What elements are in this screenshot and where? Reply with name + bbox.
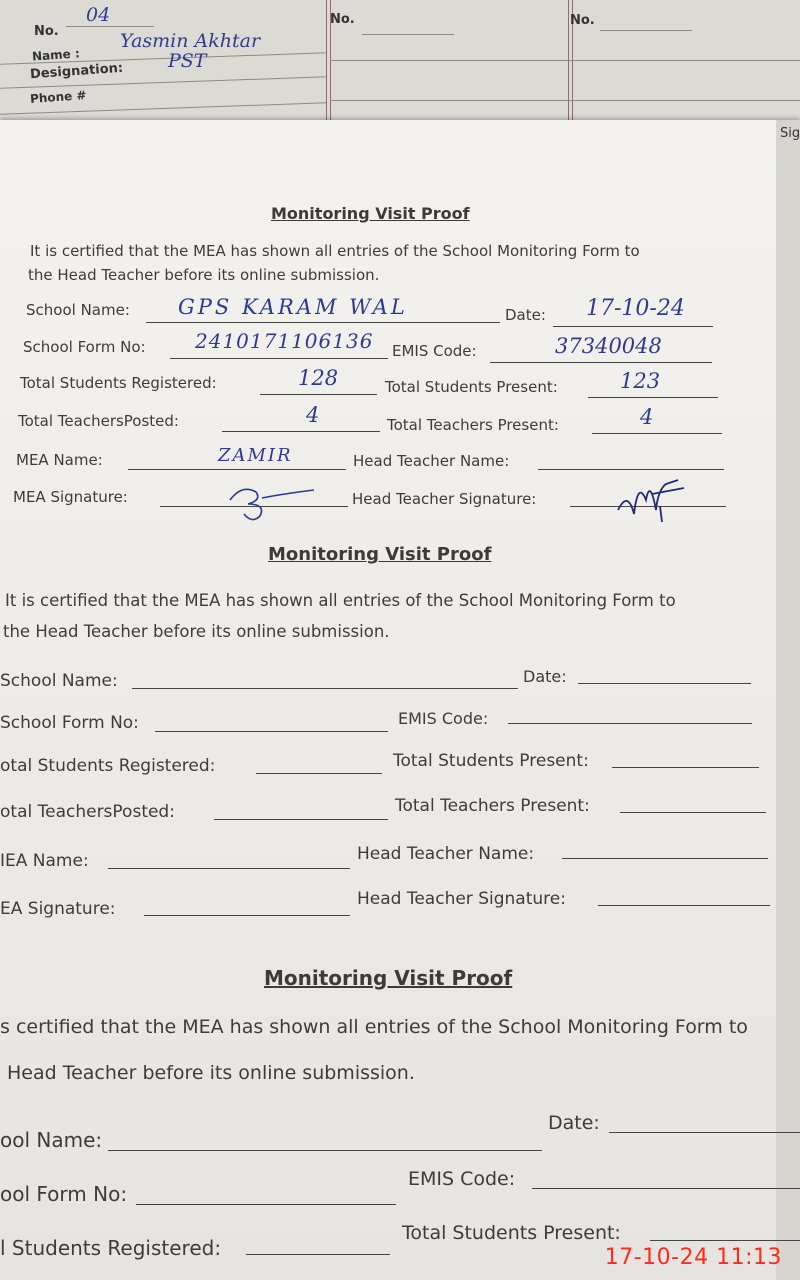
proof-sheet (0, 120, 800, 1280)
mea-signature-line (144, 915, 350, 916)
certification-line-2: the Head Teacher before its online submission. (28, 266, 380, 284)
students-present-line (650, 1240, 800, 1241)
no2-label: No. (330, 12, 355, 27)
certification-line-2: the Head Teacher before its online submission. (3, 622, 390, 641)
school-name-label: School Name: (26, 301, 130, 319)
emis-code-line (508, 723, 752, 724)
teachers-posted-label: otal TeachersPosted: (0, 802, 175, 822)
no-line (66, 26, 154, 27)
teachers-present-value: 4 (640, 405, 654, 429)
students-present-line (612, 767, 759, 768)
column-divider (568, 0, 569, 125)
name-label: Name : (31, 46, 81, 64)
certification-line-1: It is certified that the MEA has shown all entries of the School Monitoring Form to (5, 591, 676, 610)
school-form-no-line (170, 358, 388, 359)
row-line (330, 60, 800, 61)
students-registered-label: Total Students Registered: (20, 374, 217, 392)
form-title: Monitoring Visit Proof (268, 544, 492, 565)
school-name-label: School Name: (0, 671, 118, 691)
school-form-no-label: School Form No: (23, 338, 146, 356)
school-form-no-value: 2410171106136 (195, 329, 374, 353)
underlying-sheet-edge (776, 120, 800, 1280)
teachers-posted-line (214, 819, 388, 820)
teachers-present-line (592, 433, 722, 434)
head-teacher-name-label: Head Teacher Name: (353, 452, 510, 470)
no-value: 04 (86, 4, 111, 26)
head-teacher-signature-label: Head Teacher Signature: (352, 490, 537, 508)
mea-name-label: MEA Name: (16, 451, 103, 469)
designation-value: PST (168, 50, 207, 72)
certification-line-1: s certified that the MEA has shown all entries of the School Monitoring Form to (0, 1016, 748, 1038)
head-teacher-signature-label: Head Teacher Signature: (357, 889, 566, 909)
teachers-posted-line (222, 431, 380, 432)
column-divider (326, 0, 327, 120)
certification-line-2: Head Teacher before its online submission. (7, 1062, 415, 1084)
students-registered-value: 128 (298, 366, 339, 390)
emis-code-line (532, 1188, 800, 1189)
mea-signature-mark (222, 478, 322, 524)
mea-name-line (108, 868, 350, 869)
teachers-present-label: Total Teachers Present: (387, 416, 559, 434)
certification-line-1: It is certified that the MEA has shown all entries of the School Monitoring Form to (30, 242, 640, 260)
teachers-present-line (620, 812, 766, 813)
mea-name-line (128, 469, 346, 470)
teachers-present-label: Total Teachers Present: (395, 796, 590, 816)
school-name-line (146, 322, 500, 323)
school-name-label: ool Name: (0, 1128, 103, 1152)
top-register-sheet (0, 0, 800, 140)
row-line (330, 100, 800, 101)
students-present-label: Total Students Present: (393, 751, 589, 771)
mea-signature-label: MEA Signature: (13, 488, 128, 506)
emis-code-value: 37340048 (555, 334, 662, 358)
students-registered-label: l Students Registered: (0, 1236, 222, 1260)
teachers-posted-label: Total TeachersPosted: (18, 412, 179, 430)
no2-line (362, 34, 454, 35)
no3-line (600, 30, 692, 31)
school-name-line (108, 1150, 542, 1151)
school-form-no-line (136, 1204, 396, 1205)
head-teacher-signature-line (598, 905, 770, 906)
designation-label: Designation: (29, 60, 124, 83)
school-form-no-label: ool Form No: (0, 1182, 128, 1206)
date-line (609, 1132, 800, 1133)
students-present-label: Total Students Present: (385, 378, 558, 396)
students-present-line (588, 397, 718, 398)
date-label: Date: (523, 667, 567, 686)
students-registered-line (260, 394, 377, 395)
photo-timestamp: 17-10-24 11:13 (604, 1245, 782, 1270)
date-line (553, 326, 713, 327)
no-label: No. (34, 24, 59, 39)
teachers-posted-value: 4 (306, 403, 320, 427)
students-registered-label: otal Students Registered: (0, 756, 216, 776)
mea-name-value: ZAMIR (218, 445, 293, 466)
emis-code-line (490, 362, 712, 363)
school-name-value: GPS KARAM WAL (178, 295, 408, 319)
date-value: 17-10-24 (586, 296, 685, 321)
students-registered-line (246, 1254, 390, 1255)
date-label: Date: (505, 306, 546, 324)
form-title: Monitoring Visit Proof (271, 204, 470, 223)
students-registered-line (256, 773, 382, 774)
emis-code-label: EMIS Code: (398, 709, 489, 728)
name-value: Yasmin Akhtar (120, 30, 261, 52)
students-present-value: 123 (620, 369, 661, 393)
school-name-line (132, 688, 518, 689)
school-form-no-label: School Form No: (0, 713, 139, 733)
head-teacher-name-line (562, 858, 768, 859)
mea-name-label: IEA Name: (0, 851, 89, 871)
head-teacher-signature-mark (612, 470, 692, 526)
emis-code-label: EMIS Code: (408, 1168, 516, 1190)
mea-signature-label: EA Signature: (0, 899, 116, 919)
head-teacher-name-label: Head Teacher Name: (357, 844, 535, 864)
date-line (578, 683, 751, 684)
edge-label: Sig (780, 126, 800, 141)
emis-code-label: EMIS Code: (392, 342, 477, 360)
no3-label: No. (570, 13, 595, 28)
form-title: Monitoring Visit Proof (264, 966, 513, 990)
students-present-label: Total Students Present: (402, 1222, 621, 1244)
phone-label: Phone # (29, 88, 87, 106)
school-form-no-line (155, 731, 388, 732)
date-label: Date: (548, 1112, 600, 1134)
